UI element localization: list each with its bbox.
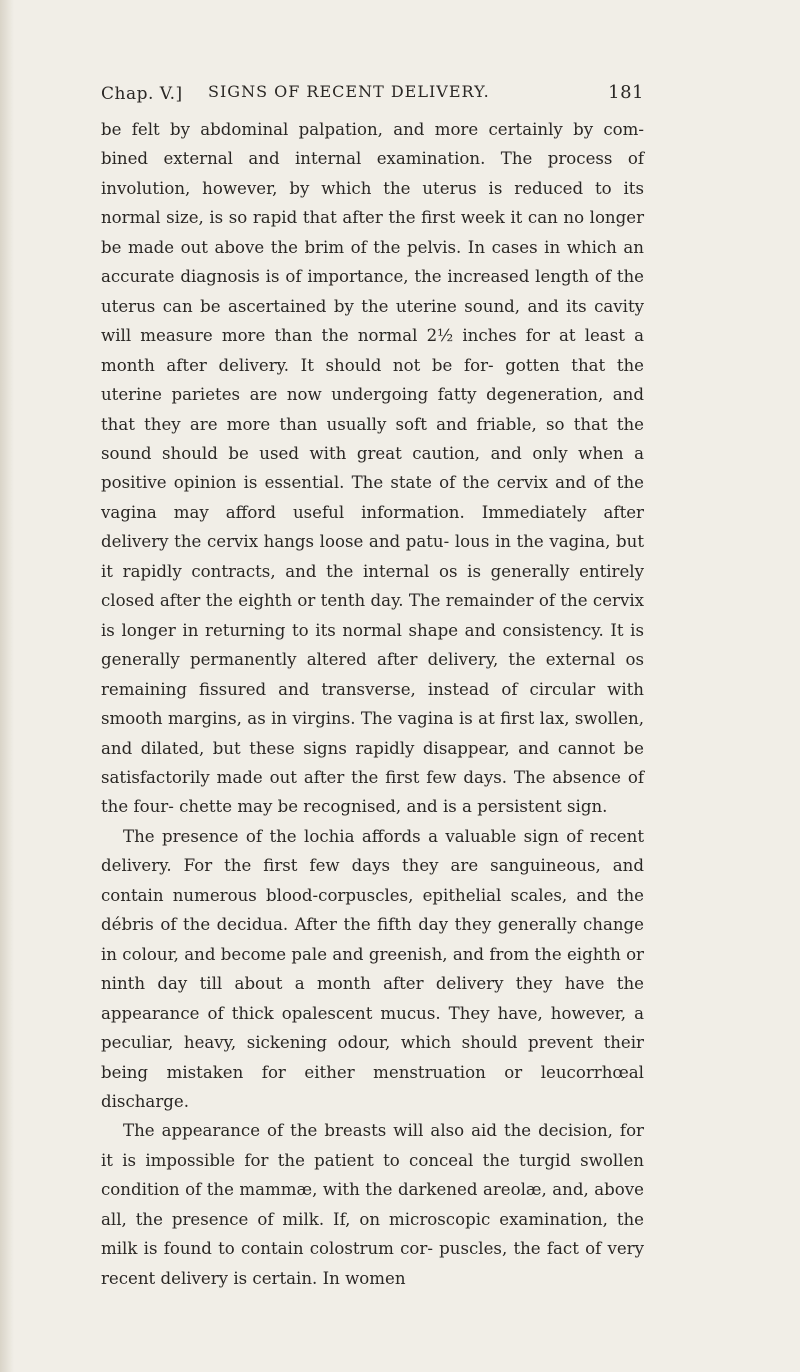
page-edge-shadow xyxy=(0,0,14,1372)
page-title: SIGNS OF RECENT DELIVERY. xyxy=(208,82,490,101)
chapter-label: Chap. V.] xyxy=(101,84,183,104)
page-number: 181 xyxy=(608,82,644,103)
paragraph-lochia: The presence of the lochia affords a valuable sign of recent delivery. For the first few days they are sanguineous, and contain numerous blood-corpuscles, epithelial scales, and the débris of the decidua. After the fifth day they generally change in colour, and become pale and greenish, and from the eighth or ninth day till about a month after delivery they have the appearance of thick opalescent mucus. They have, however, a peculiar, heavy, sickening odour, which should prevent their being mistaken for either menstruation or leucorrhœal discharge. xyxy=(101,826,644,1111)
paragraph-breasts: The appearance of the breasts will also aid the decision, for it is impossible for the patient to conceal the turgid swollen condition of the mammæ, with the darkened areolæ, and, above all, the presence of milk. If, on microscopic examination, the milk is found to contain colostrum cor- puscles, the fact of very recent delivery is certain. In women xyxy=(101,1121,644,1288)
body-text xyxy=(101,115,644,1293)
running-head xyxy=(101,82,644,108)
paragraph-involution: be felt by abdominal palpation, and more certainly by com- bined external and internal examination. The process of involution, however, by which the uterus is reduced to its normal size, is so rapid that after the first week it can no longer be made out above the brim of the pelvis. In cases in which an accurate diagnosis is of importance, the increased length of the uterus can be ascertained by the uterine sound, and its cavity will measure more than the normal 2½ inches for at least a month after delivery. It should not be for- gotten that the uterine parietes are now undergoing fatty degeneration, and that they are more than usually soft and friable, so that the sound should be used with great caution, and only when a positive opinion is essential. The state of the cervix and of the vagina may afford useful information. Immediately after delivery the cervix hangs loose and patu- lous in the vagina, but it rapidly contracts, and the internal os is generally entirely closed after the eighth or tenth day. The remainder of the cervix is longer in returning to its normal shape and consistency. It is generally permanently altered after delivery, the external os remaining fissured and transverse, instead of circular with smooth margins, as in virgins. The vagina is at first lax, swollen, and dilated, but these signs rapidly disappear, and cannot be satisfactorily made out after the first few days. The absence of the four- chette may be recognised, and is a persistent sign. xyxy=(101,120,644,817)
